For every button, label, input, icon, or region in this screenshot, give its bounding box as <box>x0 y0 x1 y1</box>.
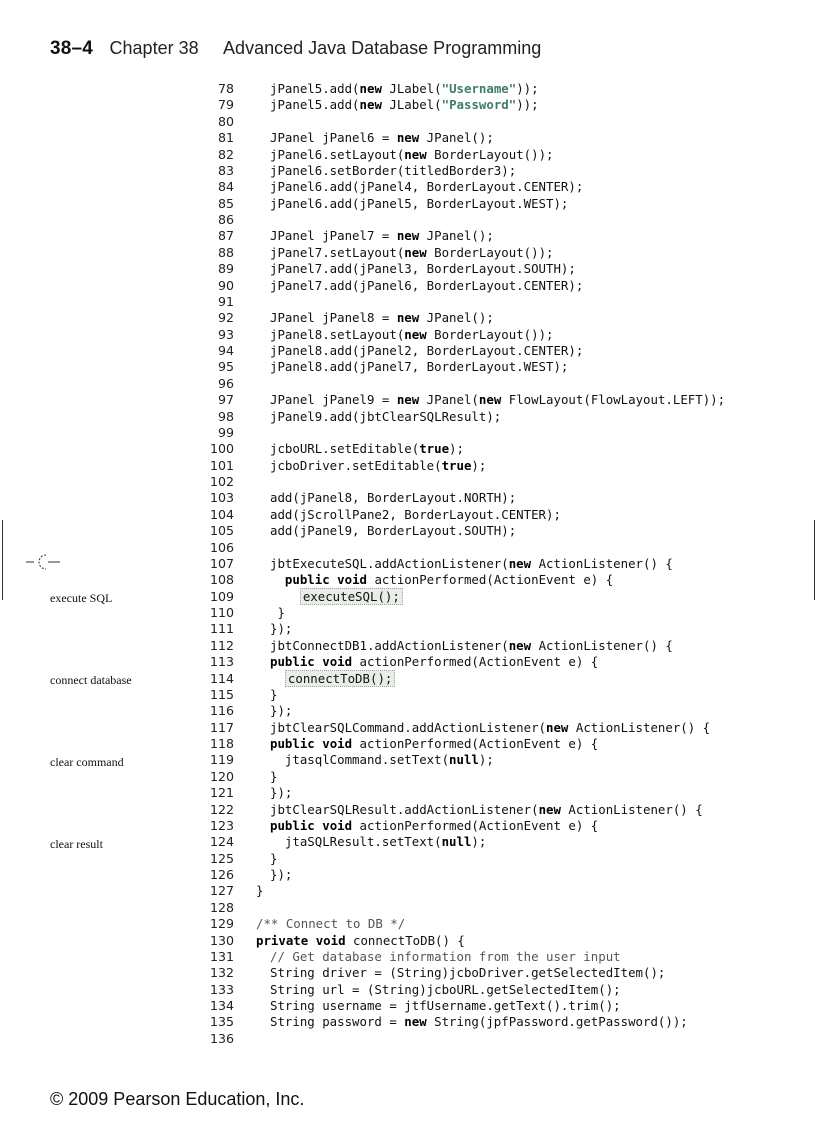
margin-note-execute-sql: execute SQL <box>50 591 113 605</box>
code-line <box>0 982 816 998</box>
line-number: 115 <box>209 686 234 702</box>
code-line <box>0 81 816 97</box>
line-number: 117 <box>209 719 234 735</box>
code-line <box>0 900 816 916</box>
line-number: 78 <box>217 81 234 96</box>
code-line <box>0 327 816 343</box>
code-line <box>0 802 816 818</box>
code-line <box>0 736 816 752</box>
code-text: public void actionPerformed(ActionEvent e) { <box>284 572 614 588</box>
code-line <box>0 359 816 375</box>
line-number: 114 <box>209 670 234 686</box>
code-line <box>0 294 816 310</box>
code-text: jbtClearSQLResult.addActionListener(new ActionListener() { <box>270 801 703 817</box>
line-number: 97 <box>217 392 234 408</box>
code-line <box>0 310 816 326</box>
code-text: jPanel8.add(jPanel7, BorderLayout.WEST); <box>270 359 569 375</box>
line-number: 89 <box>217 261 234 277</box>
code-line <box>0 965 816 981</box>
line-number: 95 <box>217 359 234 375</box>
code-text: }); <box>270 621 293 637</box>
line-number: 84 <box>217 179 234 195</box>
code-text: jPanel7.add(jPanel6, BorderLayout.CENTER); <box>270 277 584 293</box>
code-text: JPanel jPanel9 = new JPanel(new FlowLayout(FlowLayout.LEFT)); <box>270 392 726 408</box>
chapter-title: Advanced Java Database Programming <box>223 38 542 58</box>
code-listing <box>0 81 816 1047</box>
line-number: 116 <box>209 703 234 719</box>
code-line <box>0 163 816 179</box>
code-text: jPanel6.setBorder(titledBorder3); <box>270 162 517 178</box>
code-text: jPanel8.add(jPanel2, BorderLayout.CENTER); <box>270 343 584 358</box>
line-number: 105 <box>209 523 234 539</box>
code-text: jPanel6.add(jPanel4, BorderLayout.CENTER); <box>270 179 584 195</box>
line-number: 106 <box>209 539 234 555</box>
code-text: JPanel jPanel8 = new JPanel(); <box>270 310 494 326</box>
code-line <box>0 130 816 146</box>
line-number: 92 <box>217 310 234 326</box>
page-number: 38–4 <box>50 38 94 59</box>
line-number: 103 <box>209 490 234 506</box>
margin-note-clear-command: clear command <box>50 755 124 769</box>
line-number: 128 <box>209 899 234 915</box>
code-line <box>0 458 816 474</box>
line-number: 82 <box>217 146 234 162</box>
code-line <box>0 409 816 425</box>
code-text: } <box>270 768 278 784</box>
line-number: 131 <box>209 948 234 964</box>
line-number: 125 <box>209 850 234 866</box>
margin-note-connect-database: connect database <box>50 673 132 687</box>
code-line <box>0 343 816 359</box>
code-text: add(jPanel9, BorderLayout.SOUTH); <box>270 523 517 539</box>
code-text: String url = (String)jcboURL.getSelectedItem(); <box>270 981 621 997</box>
code-line <box>0 556 816 572</box>
code-line <box>0 949 816 965</box>
line-number: 111 <box>209 621 234 637</box>
code-text: jPanel6.add(jPanel5, BorderLayout.WEST); <box>270 195 569 211</box>
code-line <box>0 114 816 130</box>
code-text: jcboDriver.setEditable(true); <box>270 457 487 473</box>
code-text: jPanel5.add(new JLabel("Password")); <box>270 97 539 113</box>
code-line <box>0 1014 816 1030</box>
line-number: 100 <box>209 441 234 457</box>
code-text: String driver = (String)jcboDriver.getSelectedItem(); <box>270 965 666 981</box>
line-number: 87 <box>217 228 234 244</box>
code-text: public void actionPerformed(ActionEvent e) { <box>270 817 599 833</box>
line-number: 79 <box>217 97 234 113</box>
code-line <box>0 376 816 392</box>
code-text: add(jPanel8, BorderLayout.NORTH); <box>270 490 517 506</box>
code-line <box>0 228 816 244</box>
line-number: 122 <box>209 801 234 817</box>
code-line <box>0 834 816 850</box>
code-text: JPanel jPanel7 = new JPanel(); <box>270 228 494 244</box>
code-line <box>0 278 816 294</box>
code-text: jPanel7.add(jPanel3, BorderLayout.SOUTH); <box>270 261 576 277</box>
code-line <box>0 883 816 899</box>
code-line <box>0 474 816 490</box>
code-line <box>0 818 816 834</box>
code-line <box>0 261 816 277</box>
line-number: 81 <box>217 130 234 146</box>
code-text: jbtConnectDB1.addActionListener(new ActionListener() { <box>270 637 673 653</box>
code-text: connectToDB(); <box>270 671 395 687</box>
line-number: 98 <box>217 408 234 424</box>
code-text: /** Connect to DB */ <box>256 916 406 932</box>
line-number: 120 <box>209 768 234 784</box>
code-line <box>0 245 816 261</box>
line-number: 96 <box>217 375 234 391</box>
line-number: 134 <box>209 998 234 1013</box>
line-number: 123 <box>209 817 234 833</box>
code-text: String username = jtfUsername.getText().trim(); <box>270 998 621 1013</box>
code-text: private void connectToDB() { <box>256 932 465 948</box>
code-line <box>0 687 816 703</box>
code-text: public void actionPerformed(ActionEvent e) { <box>270 736 599 751</box>
code-text: jtasqlCommand.setText(null); <box>270 752 494 768</box>
code-line <box>0 589 816 605</box>
code-line <box>0 1031 816 1047</box>
code-line <box>0 998 816 1014</box>
code-line <box>0 621 816 637</box>
code-line <box>0 851 816 867</box>
line-number: 108 <box>209 572 234 588</box>
line-number: 126 <box>209 867 234 882</box>
line-number: 93 <box>217 326 234 342</box>
line-number: 132 <box>209 965 234 981</box>
code-line <box>0 179 816 195</box>
code-line <box>0 507 816 523</box>
line-number: 133 <box>209 981 234 997</box>
code-line <box>0 916 816 932</box>
line-number: 86 <box>217 212 234 227</box>
code-line <box>0 425 816 441</box>
line-number: 121 <box>209 785 234 801</box>
code-text: }); <box>270 785 293 801</box>
code-text: add(jScrollPane2, BorderLayout.CENTER); <box>270 506 561 522</box>
code-text: jbtExecuteSQL.addActionListener(new ActionListener() { <box>270 555 673 571</box>
code-text: executeSQL(); <box>270 589 403 605</box>
line-number: 101 <box>209 457 234 473</box>
code-line <box>0 196 816 212</box>
code-line <box>0 490 816 506</box>
code-line <box>0 638 816 654</box>
copyright-footer: © 2009 Pearson Education, Inc. <box>50 1089 305 1109</box>
code-line <box>0 605 816 621</box>
code-text: String password = new String(jpfPassword.getPassword()); <box>270 1014 688 1030</box>
line-number: 110 <box>209 605 234 620</box>
code-text: } <box>270 686 278 702</box>
line-number: 99 <box>217 424 234 440</box>
code-line <box>0 720 816 736</box>
line-number: 113 <box>209 654 234 670</box>
code-line <box>0 785 816 801</box>
code-text: jPanel7.setLayout(new BorderLayout()); <box>270 244 554 260</box>
code-text: } <box>270 605 285 620</box>
code-line <box>0 572 816 588</box>
line-number: 91 <box>217 293 234 309</box>
code-text: public void actionPerformed(ActionEvent e) { <box>270 654 599 670</box>
code-line <box>0 212 816 228</box>
code-line <box>0 97 816 113</box>
code-text: } <box>270 850 278 866</box>
code-text: jPanel5.add(new JLabel("Username")); <box>270 81 539 96</box>
line-number: 104 <box>209 506 234 522</box>
line-number: 80 <box>217 113 234 129</box>
code-text: } <box>256 883 264 899</box>
code-text: jbtClearSQLCommand.addActionListener(new ActionListener() { <box>270 719 711 735</box>
line-number: 107 <box>209 555 234 571</box>
line-number: 119 <box>209 752 234 768</box>
code-line <box>0 147 816 163</box>
line-number: 118 <box>209 736 234 751</box>
line-number: 124 <box>209 834 234 850</box>
line-number: 85 <box>217 195 234 211</box>
code-line <box>0 392 816 408</box>
page-header <box>50 38 541 62</box>
code-line <box>0 933 816 949</box>
code-text: jPanel9.add(jbtClearSQLResult); <box>270 408 502 424</box>
code-text: jPanel8.setLayout(new BorderLayout()); <box>270 326 554 342</box>
code-text: // Get database information from the user input <box>270 948 621 964</box>
line-number: 94 <box>217 343 234 358</box>
code-text: JPanel jPanel6 = new JPanel(); <box>270 130 494 146</box>
line-number: 90 <box>217 277 234 293</box>
margin-note-clear-result: clear result <box>50 837 103 851</box>
line-number: 88 <box>217 244 234 260</box>
line-number: 83 <box>217 162 234 178</box>
code-line <box>0 769 816 785</box>
line-number: 127 <box>209 883 234 899</box>
line-number: 102 <box>209 474 234 489</box>
code-text: jtaSQLResult.setText(null); <box>270 834 487 850</box>
code-line <box>0 441 816 457</box>
code-line <box>0 654 816 670</box>
code-line <box>0 867 816 883</box>
line-number: 109 <box>209 588 234 604</box>
chapter-label: Chapter 38 <box>109 38 199 58</box>
code-line <box>0 703 816 719</box>
line-number: 135 <box>209 1014 234 1030</box>
code-line <box>0 523 816 539</box>
line-number: 112 <box>209 637 234 653</box>
line-number: 136 <box>209 1030 234 1046</box>
code-text: }); <box>270 703 293 719</box>
code-text: jPanel6.setLayout(new BorderLayout()); <box>270 146 554 162</box>
code-text: jcboURL.setEditable(true); <box>270 441 464 457</box>
code-line <box>0 540 816 556</box>
line-number: 129 <box>209 916 234 932</box>
line-number: 130 <box>209 932 234 948</box>
code-text: }); <box>270 867 293 882</box>
